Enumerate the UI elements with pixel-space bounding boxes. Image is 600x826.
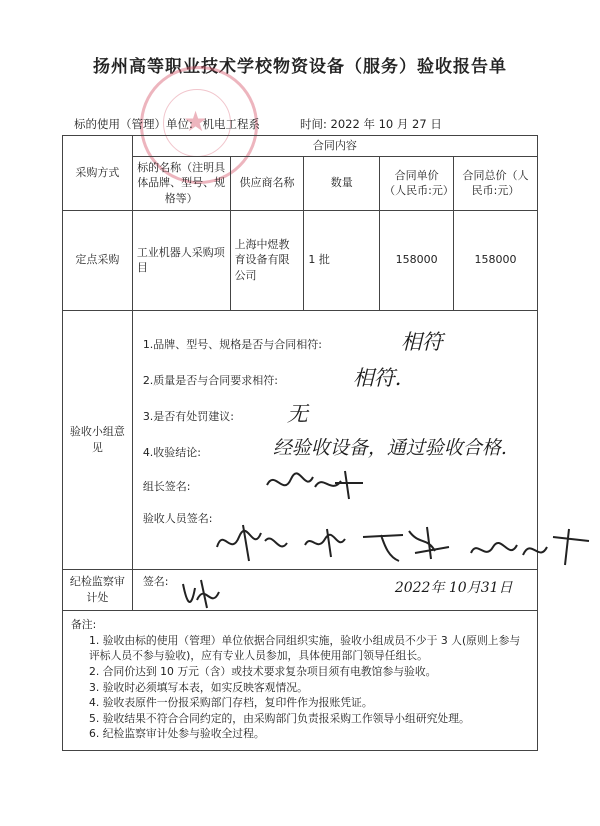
- time-line: [300, 116, 442, 132]
- unit-value: 机电工程系: [202, 117, 261, 131]
- answer-4: 经验收设备，通过验收合格.: [272, 436, 507, 459]
- supervision-sign-area: [133, 570, 537, 610]
- qty-cell: 1 批: [304, 210, 380, 310]
- item-cell: 工业机器人采购项目: [132, 210, 230, 310]
- leader-label: 组长签名:: [142, 479, 191, 493]
- note-item: 3. 验收时必须填写本表，如实反映客观情况。: [89, 680, 308, 694]
- time-value: 2022 年 10 月 27 日: [330, 117, 442, 131]
- answer-2: 相符.: [352, 365, 402, 390]
- note-item: 4. 验收表原件一份报采购部门存档，复印件作为报账凭证。: [89, 696, 373, 710]
- question-3: 3.是否有处罚建议:: [142, 409, 235, 423]
- supplier-cell: 上海中煜教育设备有限公司: [230, 210, 304, 310]
- note-item: 2. 合同价达到 10 万元（含）或技术要求复杂项目须有电教馆参与验收。: [89, 664, 437, 678]
- total-header: 合同总价（人民币:元）: [454, 156, 538, 210]
- question-4: 4.收验结论:: [142, 445, 202, 459]
- notes-section: [63, 610, 538, 750]
- sign-label: 签名:: [142, 574, 169, 588]
- acceptance-form-table: [62, 135, 538, 751]
- note-item: 1. 验收由标的使用（管理）单位依据合同组织实施，验收小组成员不少于 3 人(原则上参与评标人员不参与验收)，应有专业人员参加，具体使用部门领导任组长。: [89, 633, 521, 663]
- supplier-header: 供应商名称: [230, 156, 304, 210]
- answer-3: 无: [286, 401, 308, 426]
- leader-signature: [261, 463, 371, 503]
- item-header: 标的名称（注明具体品牌、型号、规格等）: [132, 156, 230, 210]
- unit-label: 标的使用（管理）单位:: [74, 117, 193, 131]
- total-cell: 158000: [454, 210, 538, 310]
- page-title: 扬州高等职业技术学校物资设备（服务）验收报告单: [93, 57, 507, 77]
- acceptance-label: 验收小组意见: [63, 310, 133, 569]
- method-cell: 定点采购: [63, 210, 133, 310]
- unit-line: [74, 116, 266, 132]
- sign-date: 2022年 10月31日: [394, 579, 513, 596]
- acceptance-opinions: [133, 311, 537, 569]
- question-2: 2.质量是否与合同要求相符:: [142, 373, 279, 387]
- members-signatures: [213, 517, 600, 569]
- note-item: 6. 纪检监察审计处参与验收全过程。: [89, 727, 265, 741]
- unit-price-cell: 158000: [380, 210, 454, 310]
- answer-1: 相符: [400, 329, 443, 354]
- supervision-signature: [177, 574, 225, 612]
- unit-price-header: 合同单价（人民币:元）: [380, 156, 454, 210]
- members-label: 验收人员签名:: [142, 511, 213, 525]
- qty-header: 数量: [304, 156, 380, 210]
- notes-heading: 备注:: [71, 617, 97, 631]
- time-label: 时间:: [300, 117, 327, 131]
- note-item: 5. 验收结果不符合合同约定的，由采购部门负责报采购工作领导小组研究处理。: [89, 711, 470, 725]
- supervision-label: 纪检监察审计处: [63, 569, 133, 610]
- seal-star-icon: ★: [183, 105, 209, 138]
- contract-header: 合同内容: [132, 136, 537, 157]
- method-header: 采购方式: [63, 136, 133, 211]
- question-1: 1.品牌、型号、规格是否与合同相符:: [142, 337, 323, 351]
